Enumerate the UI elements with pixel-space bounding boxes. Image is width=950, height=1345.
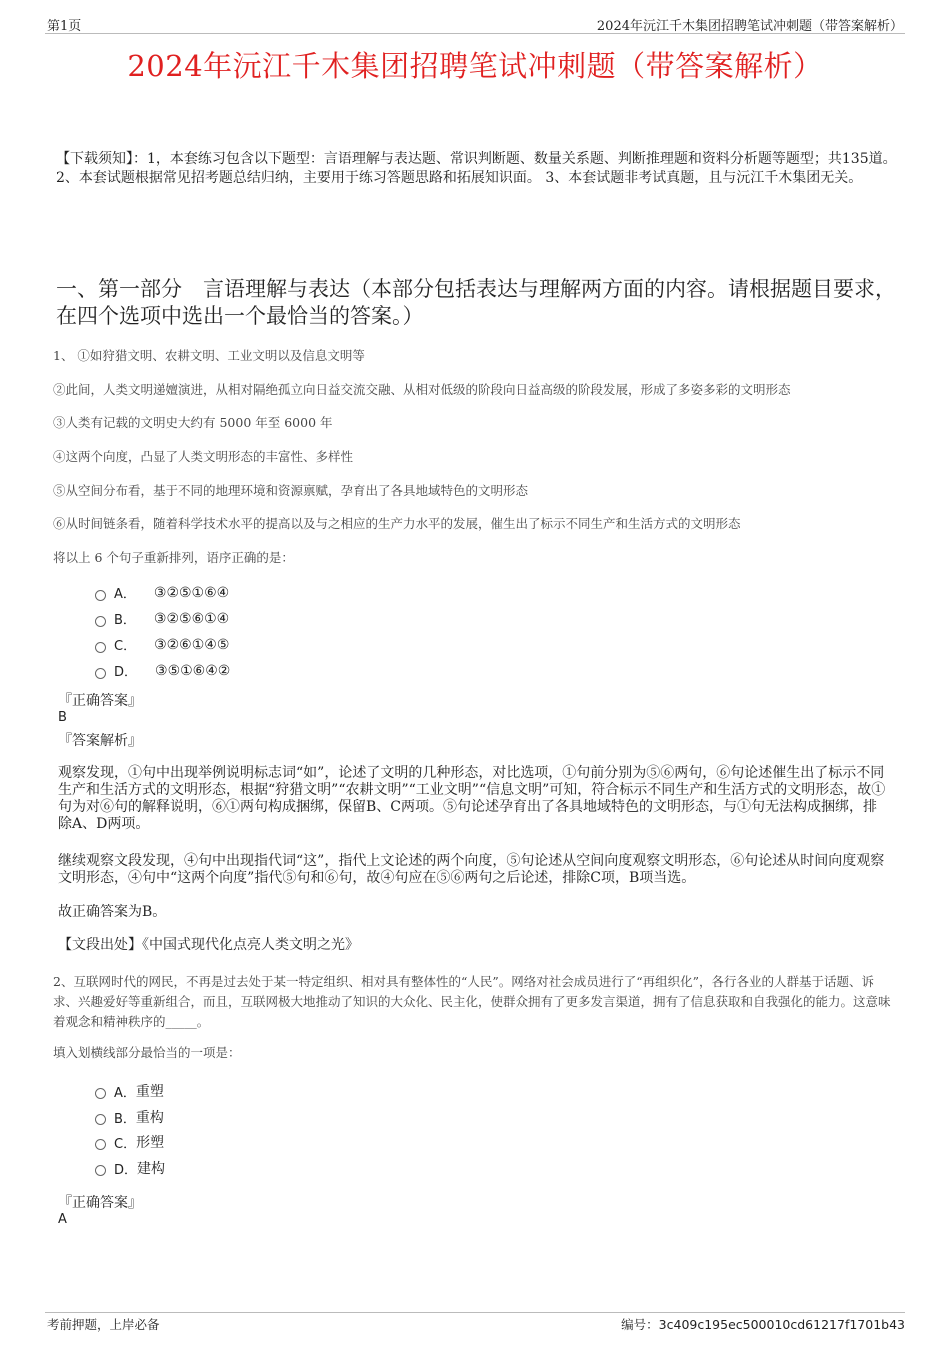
q1-option-d[interactable]	[95, 661, 230, 680]
q2-option-a[interactable]	[95, 1081, 164, 1101]
q1-prompt: 将以上 6 个句子重新排列，语序正确的是：	[53, 550, 294, 565]
page-number: 第1页	[47, 19, 82, 34]
radio-icon[interactable]	[95, 1088, 106, 1099]
option-text: ③⑤①⑥④②	[155, 662, 231, 679]
option-text: ③②⑤①⑥④	[153, 584, 230, 601]
footer-code	[621, 1315, 905, 1333]
q1-analysis-paragraph-2: 继续观察文段发现，④句中出现指代词“这”，指代上文论述的两个向度，⑤句论述从空间向度观察文明形态，⑥句论述从时间向度观察文明形态，④句中“这两个向度”指代⑤句和⑥句，故④句应在⑤⑥两句之后论述，排除C项，B项当选。	[58, 853, 885, 886]
footer-code-value: 3c409c195ec500010cd61217f1701b43	[658, 1317, 905, 1332]
q2-option-d[interactable]	[95, 1158, 165, 1178]
radio-icon[interactable]	[95, 1165, 106, 1176]
q2-answer-label: 『正确答案』	[58, 1195, 142, 1211]
option-text: 重构	[135, 1110, 164, 1126]
q1-sentence-2: ②此间，人类文明递嬗演进，从相对隔绝孤立向日益交流交融、从相对低级的阶段向日益高级的阶段发展，形成了多姿多彩的文明形态	[53, 382, 791, 397]
q1-option-a[interactable]	[95, 583, 229, 602]
radio-icon[interactable]	[95, 668, 106, 679]
option-key: A．	[114, 1085, 136, 1101]
option-text: ③②⑤⑥①④	[153, 610, 230, 627]
radio-icon[interactable]	[95, 1139, 106, 1150]
q2-option-b[interactable]	[95, 1107, 164, 1127]
option-text: 重塑	[135, 1084, 164, 1100]
q1-sentence-3: ③人类有记载的文明史大约有 5000 年至 6000 年	[53, 415, 333, 430]
q1-answer-label: 『正确答案』	[58, 693, 142, 709]
q1-analysis-conclusion: 故正确答案为B。	[58, 904, 167, 920]
radio-icon[interactable]	[95, 642, 106, 653]
q1-analysis-label: 『答案解析』	[58, 733, 142, 749]
option-key: C．	[114, 639, 137, 654]
option-key: C．	[114, 1136, 137, 1152]
q1-sentence-4: ④这两个向度，凸显了人类文明形态的丰富性、多样性	[53, 449, 354, 464]
option-text: 建构	[137, 1161, 166, 1177]
q1-option-c[interactable]	[95, 635, 229, 654]
q1-source: 【文段出处】《中国式现代化点亮人类文明之光》	[58, 937, 359, 953]
header-divider	[45, 33, 905, 34]
q2-option-c[interactable]	[95, 1132, 164, 1152]
footer-slogan: 考前押题，上岸必备	[47, 1317, 160, 1332]
page-title: 2024年沅江千木集团招聘笔试冲刺题（带答案解析）	[127, 49, 823, 83]
q1-option-b[interactable]	[95, 609, 229, 628]
radio-icon[interactable]	[95, 616, 106, 627]
radio-icon[interactable]	[95, 590, 106, 601]
q1-analysis-paragraph-1: 观察发现，①句中出现举例说明标志词“如”，论述了文明的几种形态，对比选项，①句前分别为⑤⑥两句，⑥句论述催生出了标示不同生产和生活方式的文明形态，根据“狩猎文明”“农耕文明”“工业文明”“信息文明”可知，符合标示不同生产和生活方式的文明形态，故①句为对⑥句的解释说明，⑥①两句构成捆绑，保留B、C两项。⑤句论述孕育出了各具地域特色的文明形态，与①句无法构成捆绑，排除A、D两项。	[58, 765, 886, 832]
option-key: B．	[114, 1111, 136, 1127]
q2-question: 2、互联网时代的网民，不再是过去处于某一特定组织、相对具有整体性的“人民”。网络对社会成员进行了“再组织化”，各行各业的人群基于话题、诉求、兴趣爱好等重新组合，而且，互联网极大地推动了知识的大众化、民主化，使群众拥有了更多发言渠道，拥有了信息获取和自我强化的能力。这意味着观念和精神秩序的_____。	[53, 974, 891, 1029]
footer-code-label: 编号：	[621, 1317, 659, 1332]
q1-sentence-5: ⑤从空间分布看，基于不同的地理环境和资源禀赋，孕育出了各具地域特色的文明形态	[53, 483, 529, 498]
header-doc-title: 2024年沅江千木集团招聘笔试冲刺题（带答案解析）	[596, 19, 903, 34]
radio-icon[interactable]	[95, 1114, 106, 1125]
q1-answer: B	[58, 710, 67, 725]
q2-answer: A	[58, 1212, 67, 1227]
option-key: A．	[114, 587, 136, 602]
option-key: D．	[114, 1162, 138, 1178]
section-title: 一、第一部分 言语理解与表达（本部分包括表达与理解两方面的内容。请根据题目要求，在四个选项中选出一个最恰当的答案。）	[56, 277, 896, 328]
footer-divider	[45, 1312, 905, 1313]
q2-prompt: 填入划横线部分最恰当的一项是：	[53, 1045, 241, 1060]
option-key: D．	[114, 665, 138, 680]
option-text: 形塑	[136, 1135, 165, 1151]
q1-sentence-6: ⑥从时间链条看，随着科学技术水平的提高以及与之相应的生产力水平的发展，催生出了标示不同生产和生活方式的文明形态	[53, 516, 741, 531]
option-key: B．	[114, 613, 136, 628]
option-text: ③②⑥①④⑤	[154, 636, 230, 653]
download-notice: 【下载须知】：1，本套练习包含以下题型：言语理解与表达题、常识判断题、数量关系题、判断推理题和资料分析题等题型；共135道。 2、本套试题根据常见招考题总结归纳，主要用于练习答题思路和拓展知识面。 3、本套试题非考试真题，且与沅江千木集团无关。	[56, 151, 897, 186]
q1-sentence-1: 1、 ①如狩猎文明、农耕文明、工业文明以及信息文明等	[53, 348, 365, 363]
